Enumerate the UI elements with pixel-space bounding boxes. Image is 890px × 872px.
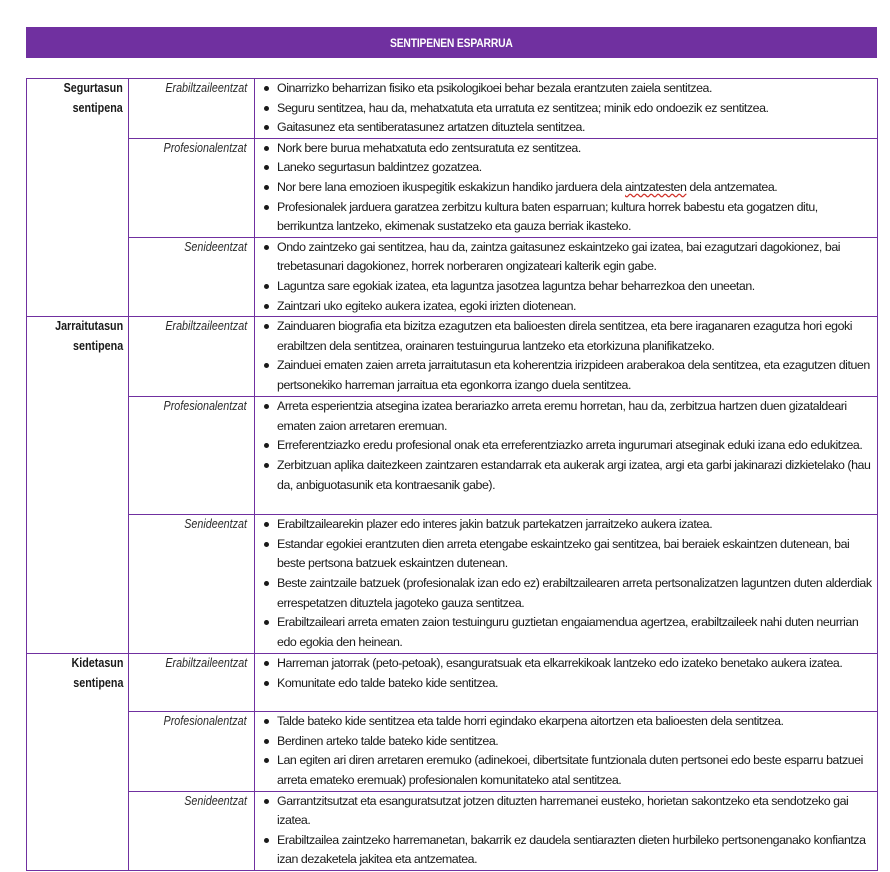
items-cell bbox=[255, 515, 878, 654]
list-item: Oinarrizko beharrizan fisiko eta psikologikoei behar bezala erantzuten zaiela sentitzea. bbox=[262, 79, 873, 99]
bullet-list bbox=[262, 317, 873, 395]
spellcheck-flagged-word: aintzatesten bbox=[625, 179, 687, 194]
target-cell bbox=[129, 654, 255, 712]
list-item: Erabiltzaileari arreta ematen zaion testuinguru guztietan engaiamendua agertzea, erabiltzaileek nahi duten neurrian edo egokia den heinean. bbox=[262, 613, 873, 652]
table-title: SENTIPENEN ESPARRUA bbox=[390, 35, 513, 50]
list-item: Nor bere lana emozioen ikuspegitik eskakizun handiko jarduera dela aintzatesten dela antzematea. bbox=[262, 178, 873, 198]
target-cell bbox=[129, 397, 255, 515]
items-cell bbox=[255, 712, 878, 791]
table-title-banner bbox=[26, 27, 877, 58]
target-cell bbox=[129, 317, 255, 397]
area-label-line: Kidetasun bbox=[71, 656, 123, 671]
list-item: Erreferentziazko eredu profesional onak eta erreferentziazko arreta ingurumari atseginak eduki izana edo edukitzea. bbox=[262, 436, 873, 456]
list-item: Zaintzari uko egiteko aukera izatea, egoki irizten diotenean. bbox=[262, 297, 873, 317]
table-row bbox=[27, 79, 878, 139]
feelings-framework-table bbox=[26, 78, 878, 871]
target-cell bbox=[129, 515, 255, 654]
list-item: Talde bateko kide sentitzea eta talde horri egindako ekarpena aitortzen eta balioesten dela sentitzea. bbox=[262, 712, 873, 732]
list-item: Laneko segurtasun baldintzez gozatzea. bbox=[262, 158, 873, 178]
list-item: Estandar egokiei erantzuten dien arreta etengabe eskaintzeko gai sentitzea, bai beraiek eskaintzen dutenean, bai beste pertsona batzuek eskaintzen dutenean. bbox=[262, 535, 873, 574]
bullet-list bbox=[262, 397, 873, 495]
area-label-line: Segurtasun bbox=[63, 81, 123, 95]
table-row bbox=[27, 791, 878, 870]
target-cell bbox=[129, 791, 255, 870]
area-cell-belonging bbox=[27, 654, 129, 871]
list-item: Berdinen arteko talde bateko kide sentitzea. bbox=[262, 732, 873, 752]
table-row bbox=[27, 237, 878, 316]
target-cell bbox=[129, 138, 255, 237]
target-label: Profesionalentzat bbox=[163, 140, 247, 155]
target-label: Profesionalentzat bbox=[163, 714, 247, 729]
list-item: Zerbitzuan aplika daitezkeen zaintzaren estandarrak eta aukerak argi izatea, argi eta garbi jakinarazi dizkietelako (hau da, anbiguotasunik eta kontraesanik gabe). bbox=[262, 456, 873, 495]
target-label: Erabiltzaileentzat bbox=[165, 81, 247, 95]
bullet-list bbox=[262, 139, 873, 237]
table-row bbox=[27, 654, 878, 712]
list-item: Garrantzitsutzat eta esanguratsutzat jotzen dituzten harremanei eusteko, horietan sakontzeko eta sendotzeko gai izatea. bbox=[262, 792, 873, 831]
list-item: Ondo zaintzeko gai sentitzea, hau da, zaintza gaitasunez eskaintzeko gai izatea, bai ezagutzari dagokionez, bai trebetasunari dagokionez, horrek norberaren ongizateari kalterik egin gabe. bbox=[262, 238, 873, 277]
list-item: Arreta esperientzia atsegina izatea berariazko arreta eremu horretan, hau da, zerbitzua hartzen duen gizataldeari ematen zaion arretaren eremuan. bbox=[262, 397, 873, 436]
bullet-list bbox=[262, 515, 873, 652]
items-cell bbox=[255, 397, 878, 515]
area-cell-continuity bbox=[27, 317, 129, 654]
target-label: Profesionalentzat bbox=[163, 399, 247, 414]
list-item: Erabiltzailearekin plazer edo interes jakin batzuk partekatzen jarraitzeko aukera izatea. bbox=[262, 515, 873, 535]
table-row bbox=[27, 712, 878, 791]
table-row bbox=[27, 138, 878, 237]
list-item: Zainduei ematen zaien arreta jarraitutasun eta koherentzia irizpideen araberakoa dela sentitzea, eta ezagutzen dituen pertsonekiko harreman jarraitua eta egonkorra izango duela sentitzea. bbox=[262, 356, 873, 395]
list-item: Erabiltzailea zaintzeko harremanetan, bakarrik ez daudela sentiarazten dieten hurbileko pertsonenganako konfiantza izan dezaketela jakitea eta antzematea. bbox=[262, 831, 873, 870]
table-row bbox=[27, 515, 878, 654]
area-label-line: sentipena bbox=[72, 100, 123, 115]
list-item: Beste zaintzaile batzuek (profesionalak izan edo ez) erabiltzailearen arreta pertsonalizatzen laguntzen duten alderdiak errespetatzen dituztela jagoteko gauza sentitzea. bbox=[262, 574, 873, 613]
bullet-list bbox=[262, 79, 873, 138]
target-label: Senideentzat bbox=[184, 793, 247, 808]
area-label-line: sentipena bbox=[72, 338, 123, 353]
table-row bbox=[27, 317, 878, 397]
bullet-list bbox=[262, 654, 873, 693]
target-cell bbox=[129, 237, 255, 316]
list-item: Zainduaren biografia eta bizitza ezagutzen eta balioesten direla sentitzea, eta bere iraganaren ezagutza hori egoki erabiltzen dela sentitzea, orainaren testuingurua lantzeko eta etorkizuna planifikatzeko. bbox=[262, 317, 873, 356]
area-label-line: sentipena bbox=[72, 675, 123, 690]
items-cell bbox=[255, 791, 878, 870]
bullet-list bbox=[262, 712, 873, 790]
target-cell bbox=[129, 712, 255, 791]
items-cell bbox=[255, 237, 878, 316]
list-item: Gaitasunez eta sentiberatasunez artatzen dituztela sentitzea. bbox=[262, 118, 873, 138]
area-cell-security bbox=[27, 79, 129, 317]
bullet-list bbox=[262, 792, 873, 870]
list-item: Harreman jatorrak (peto-petoak), esanguratsuak eta elkarrekikoak lantzeko edo izateko benetako aukera izatea. bbox=[262, 654, 873, 674]
list-item: Nork bere burua mehatxatuta edo zentsuratuta ez sentitzea. bbox=[262, 139, 873, 159]
area-label-line: Jarraitutasun bbox=[54, 319, 123, 334]
items-cell bbox=[255, 654, 878, 712]
target-label: Erabiltzaileentzat bbox=[165, 319, 247, 334]
target-label: Senideentzat bbox=[184, 517, 247, 532]
bullet-list bbox=[262, 238, 873, 316]
list-item: Komunitate edo talde bateko kide sentitzea. bbox=[262, 674, 873, 694]
items-cell bbox=[255, 79, 878, 139]
items-cell bbox=[255, 138, 878, 237]
list-item: Lan egiten ari diren arretaren eremuko (adinekoei, dibertsitate funtzionala duten pertsonei edo beste esparru batzuei arreta emateko eremuak) profesionalen komunitateko atal sentitzea. bbox=[262, 751, 873, 790]
target-label: Senideentzat bbox=[184, 239, 247, 254]
list-item: Laguntza sare egokiak izatea, eta laguntza jasotzea laguntza behar beharrezkoa den uneetan. bbox=[262, 277, 873, 297]
list-item: Profesionalek jarduera garatzea zerbitzu kultura baten esparruan; kultura horrek babestu eta gogatzen ditu, berrikuntza lantzeko, ekimenak sustatzeko eta gauza berriak ikasteko. bbox=[262, 198, 873, 237]
target-cell bbox=[129, 79, 255, 139]
items-cell bbox=[255, 317, 878, 397]
table-row bbox=[27, 397, 878, 515]
list-item: Seguru sentitzea, hau da, mehatxatuta eta urratuta ez sentitzea; minik edo ondoezik ez sentitzea. bbox=[262, 99, 873, 119]
target-label: Erabiltzaileentzat bbox=[165, 656, 247, 671]
